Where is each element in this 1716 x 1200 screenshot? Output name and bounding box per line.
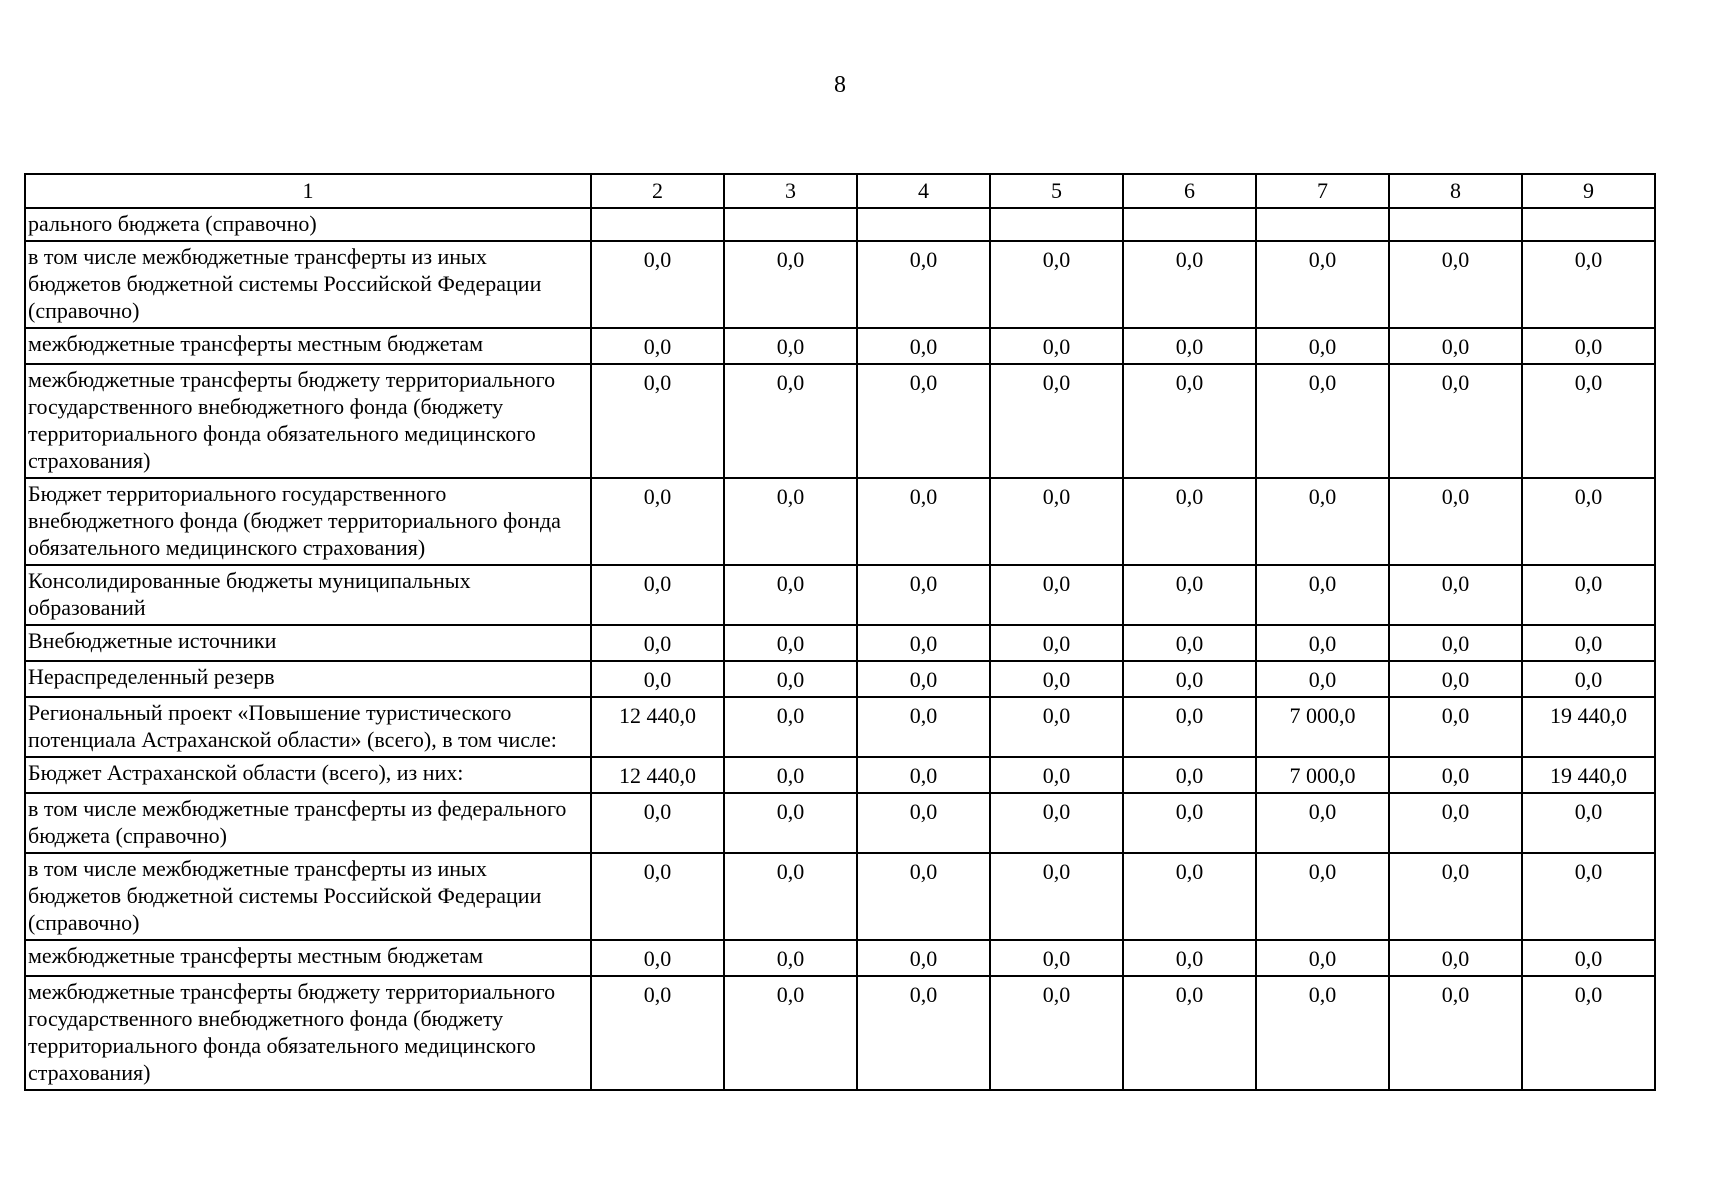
table-row — [25, 208, 1655, 241]
value-cell-col-3: 0,0 — [724, 757, 857, 793]
value-cell-col-5 — [990, 208, 1123, 241]
column-header-7: 7 — [1256, 174, 1389, 208]
row-label: в том числе межбюджетные трансферты из федерального бюджета (справочно) — [25, 793, 591, 853]
value-cell-col-4: 0,0 — [857, 625, 990, 661]
value-cell-col-3: 0,0 — [724, 328, 857, 364]
value-cell-col-8: 0,0 — [1389, 364, 1522, 478]
value-cell-col-8: 0,0 — [1389, 328, 1522, 364]
value-cell-col-4: 0,0 — [857, 976, 990, 1090]
value-cell-col-7: 7 000,0 — [1256, 757, 1389, 793]
value-cell-col-5: 0,0 — [990, 241, 1123, 328]
value-cell-col-4: 0,0 — [857, 364, 990, 478]
row-label: Нераспределенный резерв — [25, 661, 591, 697]
value-cell-col-2: 0,0 — [591, 940, 724, 976]
value-cell-col-3: 0,0 — [724, 478, 857, 565]
value-cell-col-9: 0,0 — [1522, 661, 1655, 697]
value-cell-col-8 — [1389, 208, 1522, 241]
value-cell-col-8: 0,0 — [1389, 625, 1522, 661]
value-cell-col-5: 0,0 — [990, 625, 1123, 661]
value-cell-col-9: 0,0 — [1522, 241, 1655, 328]
value-cell-col-5: 0,0 — [990, 976, 1123, 1090]
value-cell-col-9: 19 440,0 — [1522, 757, 1655, 793]
value-cell-col-2 — [591, 208, 724, 241]
value-cell-col-5: 0,0 — [990, 661, 1123, 697]
column-header-6: 6 — [1123, 174, 1256, 208]
value-cell-col-6: 0,0 — [1123, 364, 1256, 478]
column-header-8: 8 — [1389, 174, 1522, 208]
value-cell-col-8: 0,0 — [1389, 661, 1522, 697]
value-cell-col-7: 0,0 — [1256, 328, 1389, 364]
value-cell-col-2: 0,0 — [591, 793, 724, 853]
column-header-9: 9 — [1522, 174, 1655, 208]
table-row — [25, 793, 1655, 853]
value-cell-col-4: 0,0 — [857, 853, 990, 940]
table-row — [25, 328, 1655, 364]
value-cell-col-6: 0,0 — [1123, 661, 1256, 697]
value-cell-col-3: 0,0 — [724, 661, 857, 697]
value-cell-col-8: 0,0 — [1389, 940, 1522, 976]
table-row — [25, 625, 1655, 661]
value-cell-col-9: 0,0 — [1522, 565, 1655, 625]
value-cell-col-8: 0,0 — [1389, 976, 1522, 1090]
value-cell-col-7: 0,0 — [1256, 625, 1389, 661]
value-cell-col-3 — [724, 208, 857, 241]
value-cell-col-8: 0,0 — [1389, 853, 1522, 940]
value-cell-col-2: 0,0 — [591, 364, 724, 478]
table-row — [25, 853, 1655, 940]
value-cell-col-4: 0,0 — [857, 565, 990, 625]
table-row — [25, 241, 1655, 328]
value-cell-col-9 — [1522, 208, 1655, 241]
value-cell-col-8: 0,0 — [1389, 565, 1522, 625]
value-cell-col-7: 0,0 — [1256, 976, 1389, 1090]
value-cell-col-7: 0,0 — [1256, 241, 1389, 328]
table-row — [25, 940, 1655, 976]
value-cell-col-4: 0,0 — [857, 757, 990, 793]
row-label: Бюджет территориального государственного внебюджетного фонда (бюджет территориального фонда обязательного медицинского страхования) — [25, 478, 591, 565]
value-cell-col-5: 0,0 — [990, 565, 1123, 625]
budget-table — [24, 173, 1656, 1091]
value-cell-col-9: 19 440,0 — [1522, 697, 1655, 757]
column-header-4: 4 — [857, 174, 990, 208]
table-row — [25, 565, 1655, 625]
column-header-3: 3 — [724, 174, 857, 208]
row-label: межбюджетные трансферты местным бюджетам — [25, 328, 591, 364]
value-cell-col-9: 0,0 — [1522, 364, 1655, 478]
row-label: Внебюджетные источники — [25, 625, 591, 661]
value-cell-col-3: 0,0 — [724, 565, 857, 625]
value-cell-col-4 — [857, 208, 990, 241]
table-row — [25, 364, 1655, 478]
value-cell-col-4: 0,0 — [857, 478, 990, 565]
value-cell-col-6: 0,0 — [1123, 328, 1256, 364]
value-cell-col-5: 0,0 — [990, 853, 1123, 940]
value-cell-col-5: 0,0 — [990, 940, 1123, 976]
row-label: в том числе межбюджетные трансферты из иных бюджетов бюджетной системы Российской Федерации (справочно) — [25, 853, 591, 940]
value-cell-col-6: 0,0 — [1123, 478, 1256, 565]
value-cell-col-9: 0,0 — [1522, 478, 1655, 565]
value-cell-col-8: 0,0 — [1389, 697, 1522, 757]
table-row — [25, 976, 1655, 1090]
value-cell-col-7: 0,0 — [1256, 478, 1389, 565]
value-cell-col-4: 0,0 — [857, 328, 990, 364]
value-cell-col-6: 0,0 — [1123, 793, 1256, 853]
value-cell-col-6: 0,0 — [1123, 697, 1256, 757]
value-cell-col-4: 0,0 — [857, 793, 990, 853]
value-cell-col-5: 0,0 — [990, 478, 1123, 565]
value-cell-col-2: 0,0 — [591, 976, 724, 1090]
value-cell-col-6: 0,0 — [1123, 565, 1256, 625]
value-cell-col-9: 0,0 — [1522, 853, 1655, 940]
value-cell-col-9: 0,0 — [1522, 793, 1655, 853]
table-row — [25, 697, 1655, 757]
value-cell-col-4: 0,0 — [857, 241, 990, 328]
row-label: межбюджетные трансферты бюджету территориального государственного внебюджетного фонда (бюджету территориального фонда обязательного медицинского страхования) — [25, 364, 591, 478]
value-cell-col-4: 0,0 — [857, 940, 990, 976]
row-label: Консолидированные бюджеты муниципальных образований — [25, 565, 591, 625]
table-row — [25, 478, 1655, 565]
value-cell-col-8: 0,0 — [1389, 478, 1522, 565]
value-cell-col-3: 0,0 — [724, 697, 857, 757]
value-cell-col-6: 0,0 — [1123, 241, 1256, 328]
value-cell-col-3: 0,0 — [724, 364, 857, 478]
column-header-5: 5 — [990, 174, 1123, 208]
value-cell-col-7 — [1256, 208, 1389, 241]
value-cell-col-9: 0,0 — [1522, 625, 1655, 661]
row-label: Региональный проект «Повышение туристического потенциала Астраханской области» (всего), в том числе: — [25, 697, 591, 757]
value-cell-col-2: 0,0 — [591, 565, 724, 625]
value-cell-col-5: 0,0 — [990, 697, 1123, 757]
value-cell-col-2: 0,0 — [591, 328, 724, 364]
value-cell-col-2: 12 440,0 — [591, 697, 724, 757]
value-cell-col-5: 0,0 — [990, 364, 1123, 478]
value-cell-col-5: 0,0 — [990, 757, 1123, 793]
value-cell-col-5: 0,0 — [990, 793, 1123, 853]
value-cell-col-2: 0,0 — [591, 661, 724, 697]
value-cell-col-7: 0,0 — [1256, 364, 1389, 478]
column-header-1: 1 — [25, 174, 591, 208]
value-cell-col-7: 7 000,0 — [1256, 697, 1389, 757]
value-cell-col-6 — [1123, 208, 1256, 241]
value-cell-col-6: 0,0 — [1123, 853, 1256, 940]
value-cell-col-8: 0,0 — [1389, 241, 1522, 328]
value-cell-col-7: 0,0 — [1256, 565, 1389, 625]
value-cell-col-2: 0,0 — [591, 853, 724, 940]
value-cell-col-3: 0,0 — [724, 241, 857, 328]
row-label: в том числе межбюджетные трансферты из иных бюджетов бюджетной системы Российской Федерации (справочно) — [25, 241, 591, 328]
row-label: межбюджетные трансферты бюджету территориального государственного внебюджетного фонда (бюджету территориального фонда обязательного медицинского страхования) — [25, 976, 591, 1090]
value-cell-col-3: 0,0 — [724, 940, 857, 976]
value-cell-col-2: 0,0 — [591, 625, 724, 661]
value-cell-col-6: 0,0 — [1123, 757, 1256, 793]
value-cell-col-7: 0,0 — [1256, 661, 1389, 697]
table-row — [25, 661, 1655, 697]
value-cell-col-9: 0,0 — [1522, 976, 1655, 1090]
row-label: Бюджет Астраханской области (всего), из них: — [25, 757, 591, 793]
row-label: рального бюджета (справочно) — [25, 208, 591, 241]
value-cell-col-6: 0,0 — [1123, 976, 1256, 1090]
value-cell-col-2: 0,0 — [591, 241, 724, 328]
value-cell-col-3: 0,0 — [724, 976, 857, 1090]
value-cell-col-7: 0,0 — [1256, 940, 1389, 976]
value-cell-col-3: 0,0 — [724, 853, 857, 940]
value-cell-col-2: 0,0 — [591, 478, 724, 565]
value-cell-col-7: 0,0 — [1256, 793, 1389, 853]
value-cell-col-8: 0,0 — [1389, 757, 1522, 793]
header-row — [25, 174, 1655, 208]
value-cell-col-9: 0,0 — [1522, 940, 1655, 976]
table-row — [25, 757, 1655, 793]
value-cell-col-9: 0,0 — [1522, 328, 1655, 364]
value-cell-col-6: 0,0 — [1123, 625, 1256, 661]
value-cell-col-3: 0,0 — [724, 793, 857, 853]
value-cell-col-7: 0,0 — [1256, 853, 1389, 940]
page-number: 8 — [834, 72, 846, 98]
value-cell-col-4: 0,0 — [857, 661, 990, 697]
value-cell-col-4: 0,0 — [857, 697, 990, 757]
value-cell-col-2: 12 440,0 — [591, 757, 724, 793]
value-cell-col-8: 0,0 — [1389, 793, 1522, 853]
value-cell-col-3: 0,0 — [724, 625, 857, 661]
value-cell-col-5: 0,0 — [990, 328, 1123, 364]
value-cell-col-6: 0,0 — [1123, 940, 1256, 976]
row-label: межбюджетные трансферты местным бюджетам — [25, 940, 591, 976]
column-header-2: 2 — [591, 174, 724, 208]
